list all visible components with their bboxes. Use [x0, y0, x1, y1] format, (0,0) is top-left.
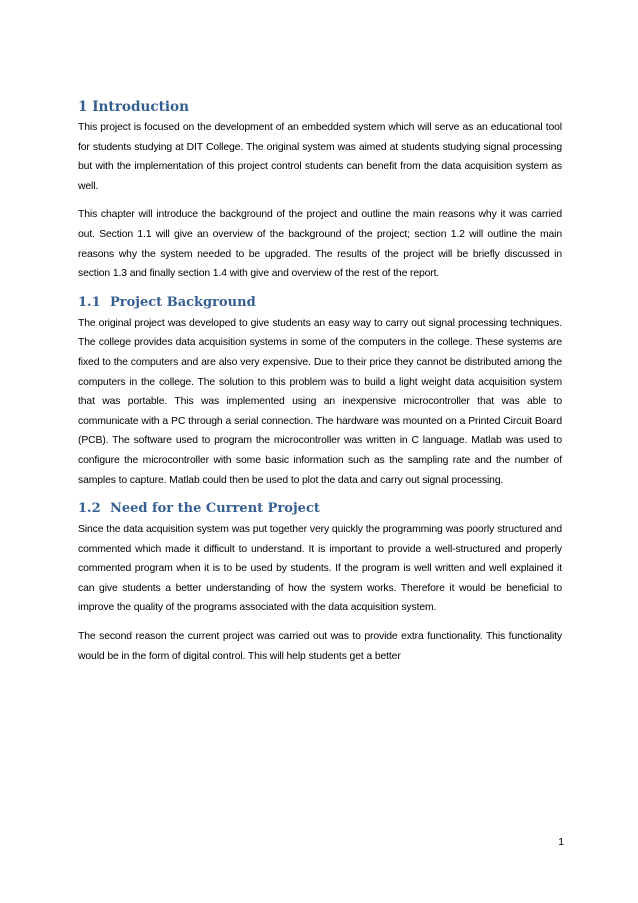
- section-1-2-paragraph-1: Since the data acquisition system was put together very quickly the programming was poorly structured and commented which made it difficult to understand. It is important to provide a well-structured and properly commented program when it is to be used by students. If the program is well written and well explained it can give students a better understanding of how the system works. Therefore it would be beneficial to improve the quality of the programs associated with the data acquisition system.: [78, 524, 562, 614]
- chapter-heading: 1 Introduction: [78, 99, 190, 115]
- page-number: 1: [558, 837, 564, 848]
- section-1-1-title: Project Background: [110, 294, 256, 310]
- intro-paragraph-1: This project is focused on the development of an embedded system which will serve as an educational tool for students studying at DIT College. The original system was aimed at students studying signal processing but with the implementation of this project control students can benefit from the data acquisition system as well.: [78, 122, 562, 192]
- section-1-2-title: Need for the Current Project: [110, 501, 320, 517]
- section-1-1-paragraph: The original project was developed to give students an easy way to carry out signal processing techniques. The college provides data acquisition systems in some of the computers in the college. These systems are fixed to the computers and are also very expensive. Due to their price they cannot be distributed among the computers in the college. The solution to this problem was to build a light weight data acquisition system that was portable. This was implemented using an inexpensive microcontroller that was able to communicate with a PC through a serial connection. The hardware was mounted on a Printed Circuit Board (PCB). The software used to program the microcontroller was written in C language. Matlab was used to configure the microcontroller with some basic information such as the sampling rate and the number of samples to capture. Matlab could then be used to plot the data and carry out signal processing.: [78, 317, 562, 486]
- section-1-2-paragraph-2: The second reason the current project was carried out was to provide extra functionality. This functionality would be in the form of digital control. This will help students get a better: [78, 631, 562, 662]
- intro-paragraph-2: This chapter will introduce the background of the project and outline the main reasons why it was carried out. Section 1.1 will give an overview of the background of the project; section 1.2 will outline the main reasons why the system needed to be upgraded. The results of the project will be briefly discussed in section 1.3 and finally section 1.4 with give and overview of the rest of the report.: [78, 209, 562, 280]
- section-1-2-heading: [78, 499, 562, 519]
- page-content: [78, 97, 562, 675]
- section-1-2-number: 1.2: [78, 501, 101, 517]
- section-1-1-heading: [78, 293, 562, 313]
- section-1-1-number: 1.1: [78, 294, 101, 310]
